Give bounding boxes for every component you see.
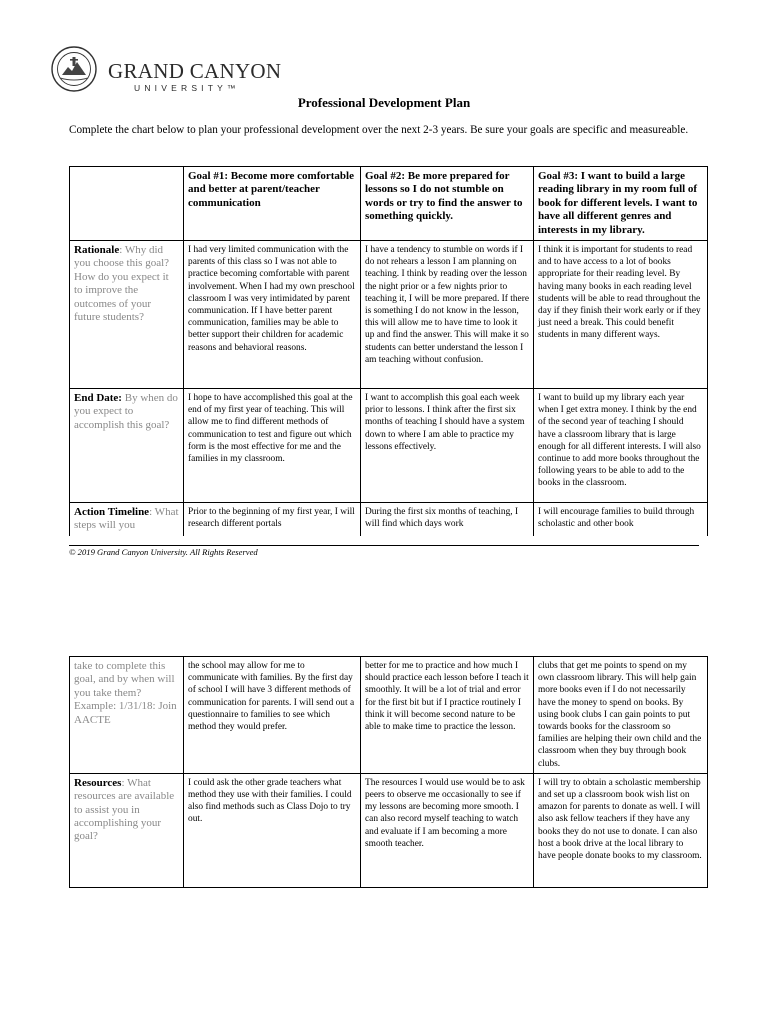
rationale-label — [70, 241, 184, 389]
action-timeline-row-top — [70, 503, 708, 536]
end-date-goal-2: I want to accomplish this goal each week prior to lessons. I think after the first six months of teaching I should have a system down to where I am able to practice my lessons effectively. — [361, 389, 534, 503]
plan-table-top — [69, 166, 708, 536]
action-timeline-goal-1-top: Prior to the beginning of my first year, I will research different portals — [184, 503, 361, 536]
brand-name: GRAND CANYON — [108, 59, 282, 83]
resources-goal-1: I could ask the other grade teachers what method they use with their families. I could also find methods such as Class Dojo to try out. — [184, 773, 361, 887]
rationale-prompt: : Why did you choose this goal? How do you expect it to improve the outcomes of your future students? — [74, 244, 170, 324]
resources-label-bold: Resources — [74, 776, 122, 789]
page-title: Professional Development Plan — [297, 95, 471, 110]
brand-subtitle: UNIVERSITY™ — [134, 83, 240, 93]
action-timeline-goal-3-top: I will encourage families to build through scholastic and other book — [534, 503, 708, 536]
rationale-goal-3: I think it is important for students to read and to have access to a lot of books appropriate for their reading level. By having many books in each reading level students will be able to read throughout the day if they finish their work early or if they just need a break. This could benefit students in many different ways. — [534, 241, 708, 389]
rationale-label-bold: Rationale — [74, 244, 120, 257]
rationale-goal-1: I had very limited communication with the parents of this class so I was not able to practice becoming comfortable with parent involvement. When I had my own preschool classroom I was very intimidated by parent communication. If I have better parent communication, families may be able to better support their children for academic reasons and behavioral reasons. — [184, 241, 361, 389]
goal-2-header: Goal #2: Be more prepared for lessons so I do not stumble on words or try to find the answer to something quickly. — [361, 167, 534, 241]
resources-goal-2: The resources I would use would be to ask peers to observe me occasionally to see if my lessons are becoming more smooth. I can also record myself teaching to watch and evaluate if I am becoming a more smooth teacher. — [361, 773, 534, 887]
goal-3-header: Goal #3: I want to build a large reading library in my room full of book for different levels. I want to have all different genres and interests in my library. — [534, 167, 708, 241]
university-seal-icon — [50, 45, 98, 93]
resources-goal-3: I will try to obtain a scholastic membership and set up a classroom book wish list on amazon for parents to donate as well. I will also ask fellow teachers if they have any books they do not use to donate. I can also host a book drive at the local library to have people donate books to my classroom. — [534, 773, 708, 887]
resources-label — [70, 773, 184, 887]
goal-1-header: Goal #1: Become more comfortable and better at parent/teacher communication — [184, 167, 361, 241]
end-date-goal-1: I hope to have accomplished this goal at the end of my first year of teaching. This will allow me to find different methods of communication to test and figure out which form is the most effective for me and the families in my classroom. — [184, 389, 361, 503]
action-timeline-label-bold: Action Timeline — [74, 506, 150, 519]
action-timeline-row-bottom — [70, 657, 708, 774]
end-date-prompt: By when do you expect to accomplish this goal? — [74, 392, 178, 431]
end-date-label-bold: End Date: — [74, 392, 122, 405]
empty-header-cell — [70, 167, 184, 241]
intro-text: Complete the chart below to plan your professional development over the next 2-3 years. Be sure your goals are specific and measureable. — [69, 124, 689, 136]
action-timeline-prompt-top: : What steps will you — [74, 506, 179, 532]
resources-row — [70, 773, 708, 887]
rationale-goal-2: I have a tendency to stumble on words if I do not rehears a lesson I am planning on teaching. I think by reading over the lesson the night prior or a few nights prior to teaching it, I will be more prepared. If there is something I do not know in the lesson, this will allow me to have time to look it up and find the answer. This will make it so students can better understand the lesson I am teaching without confusion. — [361, 241, 534, 389]
end-date-label — [70, 389, 184, 503]
end-date-goal-3: I want to build up my library each year when I get extra money. I think by the end of the second year of teaching I should have a classroom library that is large enough for all different interests. I will also continue to add more books throughout the following years to be able to add to the books in the classroom. — [534, 389, 708, 503]
goals-header-row — [70, 167, 708, 241]
footer-divider — [69, 545, 699, 546]
action-timeline-prompt-bottom: take to complete this goal, and by when will you take them? Example: 1/31/18: Join AACTE — [70, 657, 184, 774]
plan-table-bottom — [69, 656, 708, 888]
action-timeline-goal-2-top: During the first six months of teaching, I will find which days work — [361, 503, 534, 536]
action-timeline-goal-1-bottom: the school may allow for me to communicate with families. By the first day of school I will have 3 different methods of communication for parents. I will send out a questionnaire to families to see which method they would prefer. — [184, 657, 361, 774]
university-logo — [50, 45, 282, 95]
action-timeline-label — [70, 503, 184, 536]
rationale-row — [70, 241, 708, 389]
end-date-row — [70, 389, 708, 503]
action-timeline-goal-2-bottom: better for me to practice and how much I should practice each lesson before I teach it smoothly. It will be a lot of trial and error for the first bit but if I practice routinely I think it will become second nature to be able to make time to practice the lesson. — [361, 657, 534, 774]
action-timeline-goal-3-bottom: clubs that get me points to spend on my own classroom library. This will help gain more books even if I do not necessarily have the money to spend on books. By using book clubs I can gain points to put towards books for the classroom so families are helping their own child and the classroom when they buy through book clubs. — [534, 657, 708, 774]
copyright-text: © 2019 Grand Canyon University. All Rights Reserved — [69, 547, 258, 557]
resources-prompt: : What resources are available to assist you in accomplishing your goal? — [74, 776, 175, 843]
